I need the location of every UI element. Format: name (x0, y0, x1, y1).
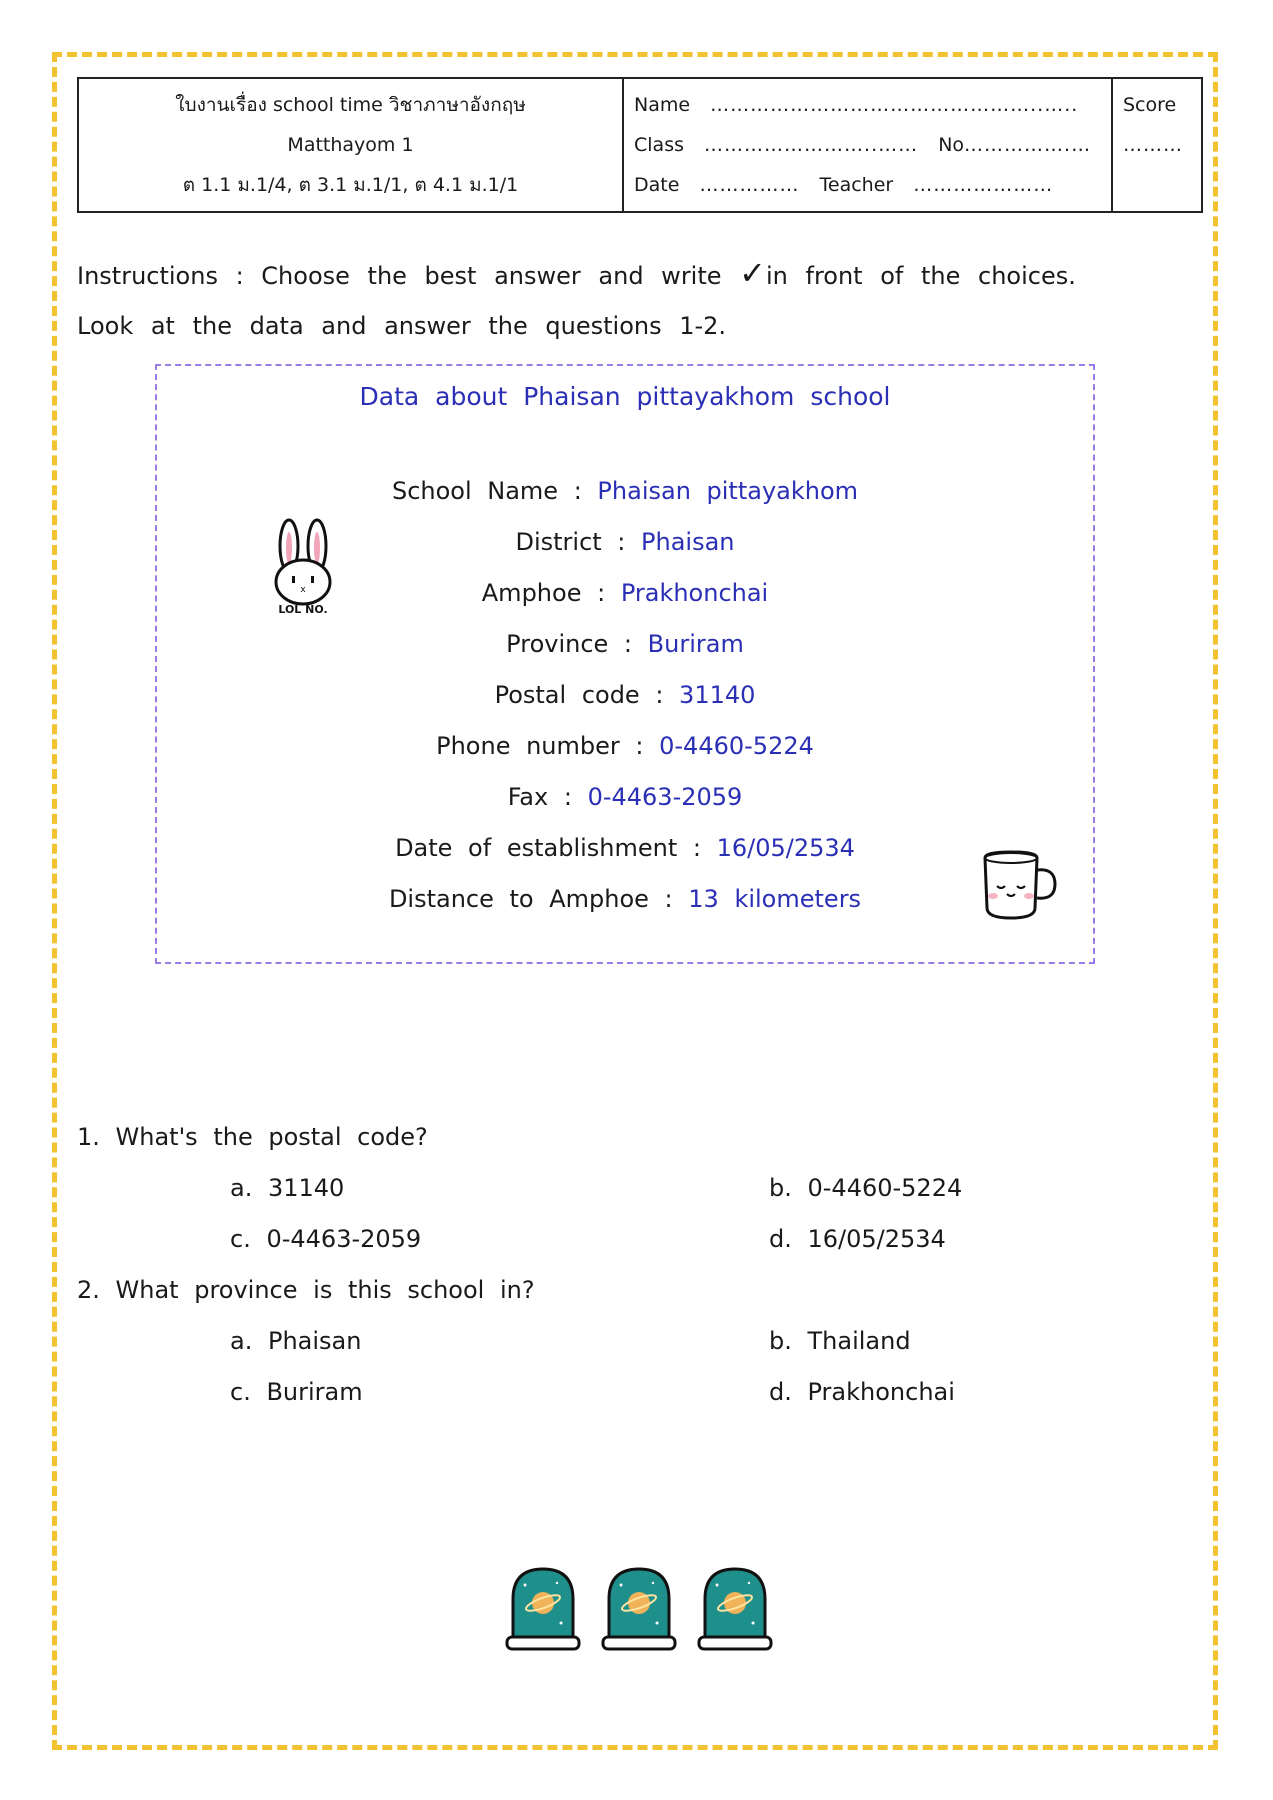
class-field[interactable]: ……………………..…… (704, 134, 919, 156)
level-label: Matthayom 1 (287, 134, 414, 156)
name-label: Name (634, 94, 691, 116)
info-value: 0-4463-2059 (587, 783, 743, 811)
option-2b[interactable]: b. Thailand (769, 1327, 911, 1355)
name-field[interactable]: …………………………………………..….. (710, 94, 1079, 116)
svg-text:x: x (300, 585, 306, 595)
info-row (157, 466, 1093, 517)
info-value: Phaisan pittayakhom (597, 477, 859, 505)
info-value: 31140 (679, 681, 756, 709)
info-row (157, 517, 1093, 568)
info-label: School Name : (391, 477, 582, 505)
option-1d[interactable]: d. 16/05/2534 (769, 1225, 946, 1253)
school-data-box (155, 364, 1095, 964)
info-row (157, 670, 1093, 721)
checkmark-icon: ✓ (739, 254, 766, 292)
questions (77, 1112, 1177, 1418)
planet-globe-icon (507, 1569, 579, 1649)
header-score-cell (1112, 78, 1202, 212)
info-label: Postal code : (494, 681, 664, 709)
option-1c[interactable]: c. 0-4463-2059 (230, 1225, 422, 1253)
date-row (634, 165, 1101, 205)
data-box-title: Data about Phaisan pittayakhom school (359, 382, 891, 411)
info-label: District : (515, 528, 626, 556)
worksheet-title: ใบงานเรื่อง school time วิชาภาษาอังกฤษ (175, 94, 526, 116)
worksheet-header (77, 77, 1203, 213)
standards-label: ต 1.1 ม.1/4, ต 3.1 ม.1/1, ต 4.1 ม.1/1 (182, 174, 519, 196)
teacher-field[interactable]: ………………… (913, 174, 1054, 196)
class-row (634, 125, 1101, 165)
header-title-cell (78, 78, 623, 212)
info-row (157, 874, 1093, 925)
info-label: Phone number : (436, 732, 644, 760)
info-value: 13 kilometers (688, 885, 862, 913)
bunny-caption: LOL NO. (278, 603, 328, 616)
option-1b[interactable]: b. 0-4460-5224 (769, 1174, 963, 1202)
mug-icon (977, 846, 1067, 930)
score-label: Score (1123, 94, 1177, 116)
instructions-text: Instructions : Choose the best answer and write (77, 262, 722, 290)
instructions-line-1 (77, 248, 1076, 301)
teacher-label: Teacher (819, 174, 894, 196)
info-label: Province : (506, 630, 633, 658)
instructions (77, 248, 1076, 351)
info-value: Buriram (647, 630, 744, 658)
planet-globes-decoration (505, 1565, 775, 1659)
planet-globe-icon (603, 1569, 675, 1649)
question-2: 2. What province is this school in? (77, 1276, 535, 1304)
date-label: Date (634, 174, 680, 196)
info-value: Prakhonchai (620, 579, 769, 607)
info-label: Distance to Amphoe : (388, 885, 673, 913)
class-label: Class (634, 134, 684, 156)
option-1a[interactable]: a. 31140 (230, 1174, 345, 1202)
name-row (634, 85, 1101, 125)
option-2d[interactable]: d. Prakhonchai (769, 1378, 955, 1406)
info-value: 0-4460-5224 (659, 732, 814, 760)
info-row (157, 568, 1093, 619)
info-label: Amphoe : (481, 579, 606, 607)
info-label: Fax : (507, 783, 572, 811)
school-info-list (157, 466, 1093, 925)
info-row (157, 721, 1093, 772)
instructions-text-after: in front of the choices. (765, 262, 1076, 290)
option-2c[interactable]: c. Buriram (230, 1378, 363, 1406)
instructions-line-2: Look at the data and answer the questions 1-2. (77, 312, 727, 340)
info-row (157, 772, 1093, 823)
no-field[interactable]: …………….… (964, 134, 1092, 156)
info-row (157, 619, 1093, 670)
info-row (157, 823, 1093, 874)
question-1-options (77, 1163, 1177, 1265)
info-value: 16/05/2534 (716, 834, 855, 862)
info-value: Phaisan (641, 528, 735, 556)
date-field[interactable]: …………… (699, 174, 800, 196)
header-student-cell (623, 78, 1112, 212)
no-label: No (938, 134, 965, 156)
info-label: Date of establishment : (395, 834, 701, 862)
score-field[interactable]: ……… (1123, 134, 1183, 156)
question-2-options (77, 1316, 1177, 1418)
planet-globe-icon (699, 1569, 771, 1649)
question-1: 1. What's the postal code? (77, 1123, 428, 1151)
option-2a[interactable]: a. Phaisan (230, 1327, 362, 1355)
